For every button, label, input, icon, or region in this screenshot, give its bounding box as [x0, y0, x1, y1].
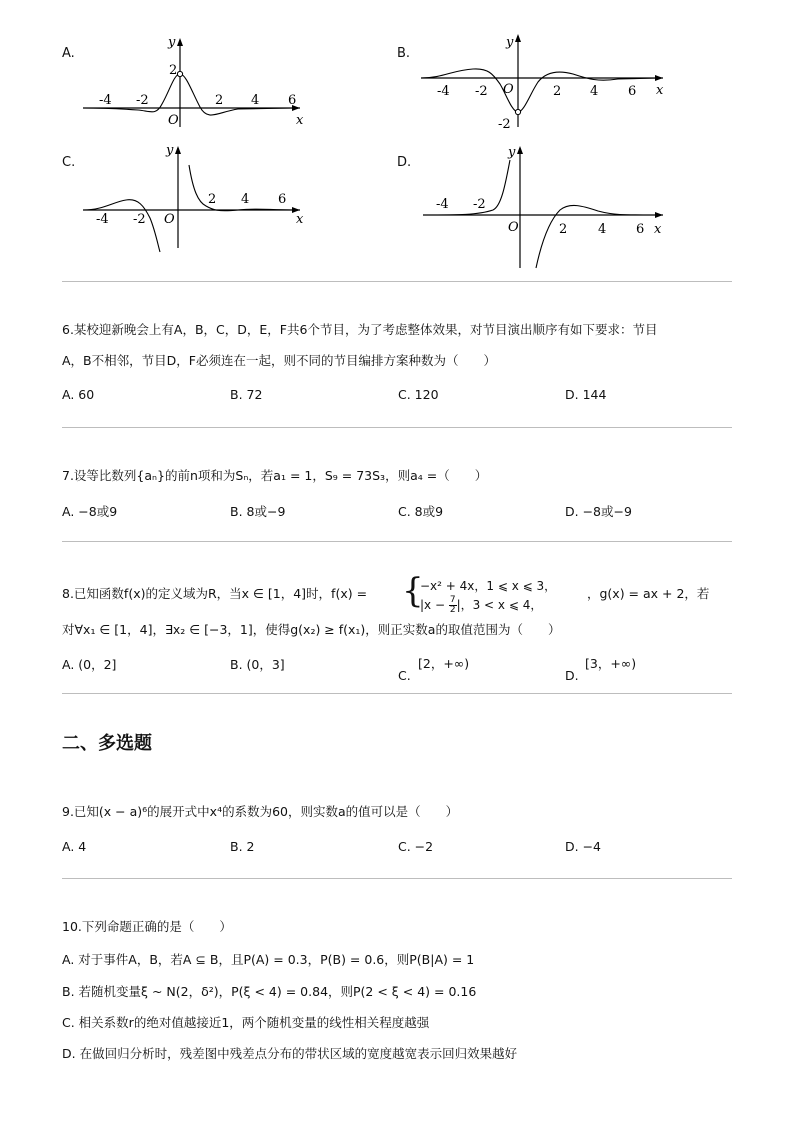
q8-option-d-math: [3，+∞) [585, 656, 637, 671]
graph-b [418, 32, 668, 132]
graph-b-label: B. [397, 46, 411, 61]
q9-option-c[interactable]: C. −2 [398, 839, 434, 854]
graph-b-tick-6: 6 [628, 84, 637, 99]
q10-option-a[interactable]: A. 对于事件A，B，若A ⊆ B，且P(A) = 0.3，P(B) = 0.6，则P(B|A) = 1 [62, 952, 475, 967]
graph-a-origin: O [168, 113, 179, 128]
q10-option-b[interactable]: B. 若随机变量ξ ~ N(2，δ²)，P(ξ < 4) = 0.84，则P(2 < ξ < 4) = 0.16 [62, 984, 477, 999]
graph-a-xlabel: x [296, 113, 304, 128]
graph-c-tick-2: 2 [208, 192, 217, 207]
graph-d-xlabel: x [654, 222, 662, 237]
graph-d-tick-2: 2 [559, 222, 568, 237]
q9-stem: 9.已知(x − a)⁶的展开式中x⁴的系数为60，则实数a的值可以是（ ） [62, 804, 459, 819]
graph-a-tick-4: 4 [251, 93, 260, 108]
q9-option-b[interactable]: B. 2 [230, 839, 255, 854]
graph-a-ytick: 2 [169, 63, 178, 78]
fraction-den: 2 [449, 605, 456, 615]
q6-stem-line1: 6.某校迎新晚会上有A，B，C，D，E，F共6个节目，为了考虑整体效果，对节目演出顺序有如下要求：节目 [62, 322, 658, 337]
graph-b-tick-4: 4 [590, 84, 599, 99]
q8-option-a[interactable]: A. (0，2] [62, 657, 117, 672]
graph-c-origin: O [164, 212, 175, 227]
q7-stem: 7.设等比数列{aₙ}的前n项和为Sₙ，若a₁ = 1，S₉ = 73S₃，则a₄ =（ ） [62, 468, 488, 483]
graph-b-tick-neg2: -2 [475, 84, 488, 99]
graph-d-label: D. [397, 155, 412, 170]
graph-a-tick-6: 6 [288, 93, 297, 108]
graph-d-tick-4: 4 [598, 222, 607, 237]
q9-option-a[interactable]: A. 4 [62, 839, 87, 854]
q10-option-d[interactable]: D. 在做回归分析时，残差图中残差点分布的带状区域的宽度越宽表示回归效果越好 [62, 1046, 518, 1061]
graph-a-tick-neg4: -4 [99, 93, 112, 108]
graph-d-origin: O [508, 220, 519, 235]
section-title: 二、多选题 [62, 733, 152, 754]
graph-c-tick-neg2: -2 [133, 212, 146, 227]
graph-c-tick-6: 6 [278, 192, 287, 207]
q8-option-c-math: [2，+∞) [418, 656, 470, 671]
q8-stem-post: ，g(x) = ax + 2，若 [587, 586, 710, 601]
q10-stem: 10.下列命题正确的是（ ） [62, 919, 232, 934]
graph-b-ytick: -2 [498, 117, 511, 132]
q8-option-b[interactable]: B. (0，3] [230, 657, 285, 672]
divider [62, 281, 732, 282]
graph-b-xlabel: x [656, 83, 664, 98]
graph-d-ylabel: y [508, 145, 516, 160]
graph-a-label: A. [62, 46, 75, 61]
q9-option-d[interactable]: D. −4 [565, 839, 601, 854]
graph-a-tick-2: 2 [215, 93, 224, 108]
q8-case-2 [420, 596, 542, 615]
q7-option-c[interactable]: C. 8或9 [398, 504, 444, 519]
q10-option-c[interactable]: C. 相关系数r的绝对值越接近1，两个随机变量的线性相关程度越强 [62, 1015, 430, 1030]
q6-stem-line2: A，B不相邻，节目D，F必须连在一起，则不同的节目编排方案种数为（ ） [62, 353, 496, 368]
q8-option-c[interactable]: C. [398, 668, 411, 683]
q6-option-a[interactable]: A. 60 [62, 387, 95, 402]
graph-d-tick-6: 6 [636, 222, 645, 237]
divider [62, 427, 732, 428]
piecewise-brace: { [402, 571, 424, 611]
graph-a [78, 32, 308, 132]
q8-case-2-pre: |x − [420, 598, 449, 612]
graph-b-ylabel: y [506, 35, 514, 50]
graph-b-origin: O [503, 82, 514, 97]
q8-stem-pre: 8.已知函数f(x)的定义域为R，当x ∈ [1，4]时，f(x) = [62, 586, 368, 601]
q7-option-a[interactable]: A. −8或9 [62, 504, 118, 519]
graph-b-tick-neg4: -4 [437, 84, 450, 99]
graph-c-label: C. [62, 155, 76, 170]
divider [62, 693, 732, 694]
q7-option-b[interactable]: B. 8或−9 [230, 504, 286, 519]
q6-option-d[interactable]: D. 144 [565, 387, 607, 402]
q8-case-1: −x² + 4x，1 ⩽ x ⩽ 3， [420, 579, 557, 593]
fraction-num: 7 [449, 595, 456, 605]
graph-d-tick-neg4: -4 [436, 197, 449, 212]
divider [62, 541, 732, 542]
fraction [449, 596, 457, 615]
graph-c-tick-neg4: -4 [96, 212, 109, 227]
graph-c-xlabel: x [296, 212, 304, 227]
q6-option-c[interactable]: C. 120 [398, 387, 439, 402]
graph-a-ylabel: y [168, 35, 176, 50]
q8-case-2-post: |，3 < x ⩽ 4， [456, 598, 543, 612]
graph-c [78, 140, 308, 255]
graph-d-tick-neg2: -2 [473, 197, 486, 212]
q8-stem-line2: 对∀x₁ ∈ [1，4]，∃x₂ ∈ [−3，1]，使得g(x₂) ≥ f(x₁)，则正实数a的取值范围为（ ） [62, 622, 561, 637]
graph-a-tick-neg2: -2 [136, 93, 149, 108]
q8-option-d[interactable]: D. [565, 668, 579, 683]
graph-d [418, 140, 668, 270]
q7-option-d[interactable]: D. −8或−9 [565, 504, 632, 519]
divider [62, 878, 732, 879]
graph-b-tick-2: 2 [553, 84, 562, 99]
q6-option-b[interactable]: B. 72 [230, 387, 263, 402]
graph-c-tick-4: 4 [241, 192, 250, 207]
graph-c-ylabel: y [166, 143, 174, 158]
